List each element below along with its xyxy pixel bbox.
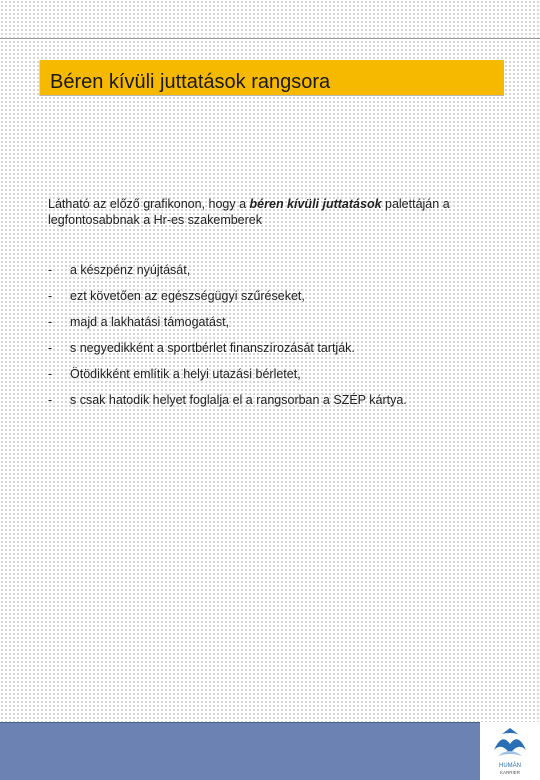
list-item <box>48 340 407 366</box>
intro-emphasis: béren kívüli juttatások <box>249 197 382 211</box>
list-item <box>48 262 407 288</box>
list-dash: - <box>48 263 53 277</box>
human-logo-icon <box>480 722 540 780</box>
title-bar <box>39 60 504 96</box>
footer-bar <box>0 722 480 780</box>
list-item <box>48 392 407 418</box>
list-item-text: Ötödikként említik a helyi utazási bérletet, <box>70 367 301 381</box>
logo-text: HUMÁN <box>499 763 521 769</box>
list-item-text: s negyedikként a sportbérlet finanszírozását tartják. <box>70 341 355 355</box>
list-item-text: a készpénz nyújtását, <box>70 263 191 277</box>
list-dash: - <box>48 341 53 355</box>
list-dash: - <box>48 393 53 407</box>
list-dash: - <box>48 289 53 303</box>
intro-text-after: palettáján a legfontosabbnak a Hr-es szakemberek <box>48 197 450 227</box>
ranking-list <box>48 262 407 418</box>
top-divider <box>0 38 540 39</box>
list-dash: - <box>48 367 53 381</box>
intro-text-before: Látható az előző grafikonon, hogy a <box>48 197 250 211</box>
list-item-text: ezt követően az egészségügyi szűréseket, <box>70 289 305 303</box>
list-item <box>48 366 407 392</box>
list-item <box>48 314 407 340</box>
intro-paragraph <box>48 196 508 228</box>
slide-title: Béren kívüli juttatások rangsora <box>50 71 331 93</box>
list-dash: - <box>48 315 53 329</box>
list-item <box>48 288 407 314</box>
list-item-text: majd a lakhatási támogatást, <box>70 315 230 329</box>
logo-subtext: KARRIER <box>499 770 521 775</box>
list-item-text: s csak hatodik helyet foglalja el a rangsorban a SZÉP kártya. <box>70 393 407 407</box>
